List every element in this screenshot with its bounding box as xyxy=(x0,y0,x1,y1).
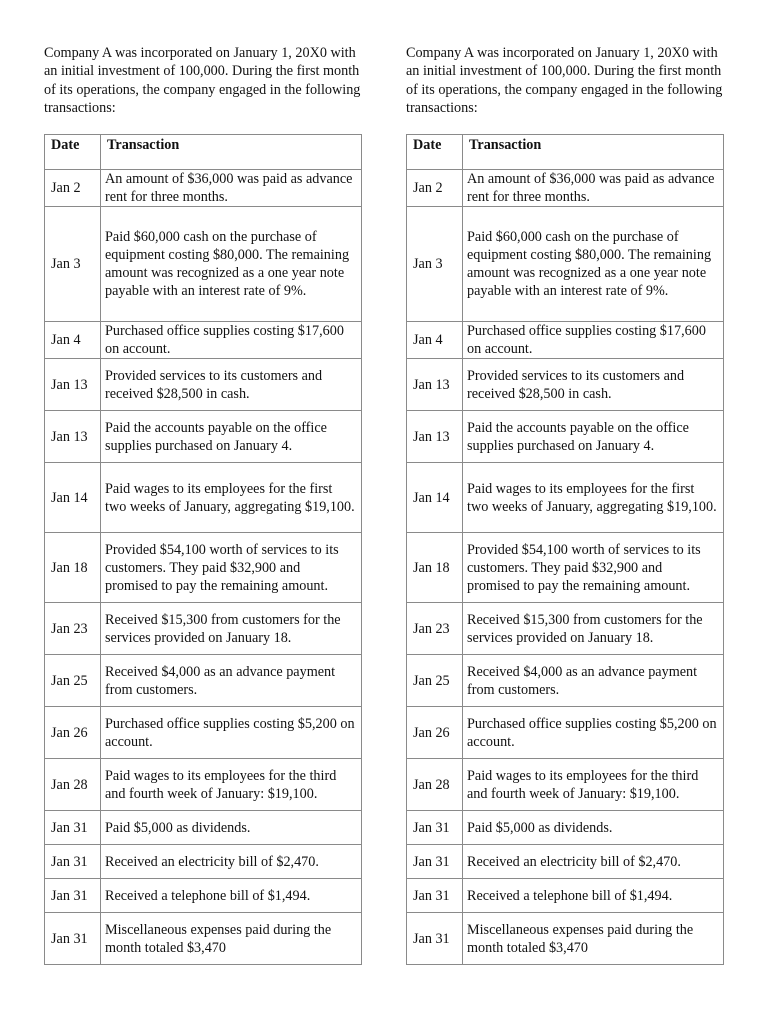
right-column xyxy=(406,44,724,956)
table-row xyxy=(407,655,724,707)
date-header: Date xyxy=(45,135,101,170)
row-date: Jan 3 xyxy=(407,207,463,322)
row-transaction: Provided services to its customers and received $28,500 in cash. xyxy=(463,359,724,411)
row-date: Jan 14 xyxy=(407,463,463,533)
row-date: Jan 31 xyxy=(45,845,101,879)
row-date: Jan 14 xyxy=(45,463,101,533)
table-row xyxy=(45,359,362,411)
row-date: Jan 31 xyxy=(45,879,101,913)
table-row xyxy=(407,170,724,207)
table-row xyxy=(407,359,724,411)
row-transaction: Paid the accounts payable on the office supplies purchased on January 4. xyxy=(101,411,362,463)
row-transaction: Provided services to its customers and received $28,500 in cash. xyxy=(101,359,362,411)
row-transaction: Received $4,000 as an advance payment from customers. xyxy=(101,655,362,707)
table-row xyxy=(45,879,362,913)
table-row xyxy=(407,533,724,603)
row-date: Jan 31 xyxy=(407,879,463,913)
table-row xyxy=(407,879,724,913)
row-transaction: Paid wages to its employees for the third and fourth week of January: $19,100. xyxy=(101,759,362,811)
table-header-row xyxy=(45,135,362,170)
row-transaction: Received an electricity bill of $2,470. xyxy=(463,845,724,879)
row-transaction: Paid wages to its employees for the first two weeks of January, aggregating $19,100. xyxy=(101,463,362,533)
row-date: Jan 13 xyxy=(407,359,463,411)
table-row xyxy=(45,411,362,463)
row-transaction: Received a telephone bill of $1,494. xyxy=(463,879,724,913)
table-row xyxy=(407,463,724,533)
row-transaction: Received $4,000 as an advance payment from customers. xyxy=(463,655,724,707)
row-date: Jan 4 xyxy=(407,322,463,359)
row-date: Jan 28 xyxy=(45,759,101,811)
row-transaction: Purchased office supplies costing $17,600 on account. xyxy=(101,322,362,359)
table-row xyxy=(45,759,362,811)
left-column xyxy=(44,44,362,956)
table-row xyxy=(45,655,362,707)
transactions-body xyxy=(407,170,724,965)
table-row xyxy=(45,533,362,603)
transaction-header: Transaction xyxy=(101,135,362,170)
row-date: Jan 31 xyxy=(407,845,463,879)
row-transaction: Paid $5,000 as dividends. xyxy=(101,811,362,845)
row-transaction: Paid wages to its employees for the first two weeks of January, aggregating $19,100. xyxy=(463,463,724,533)
row-date: Jan 26 xyxy=(407,707,463,759)
row-date: Jan 23 xyxy=(407,603,463,655)
table-row xyxy=(45,603,362,655)
row-transaction: Paid $5,000 as dividends. xyxy=(463,811,724,845)
row-transaction: Provided $54,100 worth of services to its customers. They paid $32,900 and promised to pay the remaining amount. xyxy=(101,533,362,603)
table-row xyxy=(407,759,724,811)
table-row xyxy=(407,811,724,845)
row-transaction: An amount of $36,000 was paid as advance rent for three months. xyxy=(101,170,362,207)
row-transaction: Paid $60,000 cash on the purchase of equipment costing $80,000. The remaining amount was recognized as a one year note payable with an interest rate of 9%. xyxy=(101,207,362,322)
row-transaction: Received $15,300 from customers for the services provided on January 18. xyxy=(101,603,362,655)
transactions-body xyxy=(45,170,362,965)
table-row xyxy=(45,913,362,965)
row-date: Jan 31 xyxy=(45,913,101,965)
table-row xyxy=(45,322,362,359)
row-date: Jan 25 xyxy=(407,655,463,707)
table-row xyxy=(407,603,724,655)
row-date: Jan 18 xyxy=(407,533,463,603)
row-date: Jan 18 xyxy=(45,533,101,603)
row-transaction: Purchased office supplies costing $5,200 on account. xyxy=(101,707,362,759)
table-row xyxy=(45,170,362,207)
transaction-header: Transaction xyxy=(463,135,724,170)
transactions-table xyxy=(44,134,362,965)
intro-paragraph: Company A was incorporated on January 1, 20X0 with an initial investment of 100,000. During the first month of its operations, the company engaged in the following transactions: xyxy=(406,45,723,116)
row-date: Jan 2 xyxy=(407,170,463,207)
row-transaction: An amount of $36,000 was paid as advance rent for three months. xyxy=(463,170,724,207)
row-transaction: Paid $60,000 cash on the purchase of equipment costing $80,000. The remaining amount was recognized as a one year note payable with an interest rate of 9%. xyxy=(463,207,724,322)
row-transaction: Paid the accounts payable on the office supplies purchased on January 4. xyxy=(463,411,724,463)
row-date: Jan 2 xyxy=(45,170,101,207)
intro-paragraph: Company A was incorporated on January 1, 20X0 with an initial investment of 100,000. During the first month of its operations, the company engaged in the following transactions: xyxy=(44,45,361,116)
row-date: Jan 3 xyxy=(45,207,101,322)
table-row xyxy=(407,845,724,879)
row-date: Jan 13 xyxy=(407,411,463,463)
row-date: Jan 28 xyxy=(407,759,463,811)
table-row xyxy=(407,913,724,965)
row-date: Jan 25 xyxy=(45,655,101,707)
table-header-row xyxy=(407,135,724,170)
table-row xyxy=(45,707,362,759)
row-date: Jan 23 xyxy=(45,603,101,655)
row-transaction: Provided $54,100 worth of services to its customers. They paid $32,900 and promised to pay the remaining amount. xyxy=(463,533,724,603)
row-date: Jan 31 xyxy=(45,811,101,845)
row-transaction: Miscellaneous expenses paid during the month totaled $3,470 xyxy=(101,913,362,965)
row-date: Jan 26 xyxy=(45,707,101,759)
row-transaction: Purchased office supplies costing $17,600 on account. xyxy=(463,322,724,359)
row-transaction: Purchased office supplies costing $5,200 on account. xyxy=(463,707,724,759)
table-row xyxy=(407,707,724,759)
row-transaction: Paid wages to its employees for the third and fourth week of January: $19,100. xyxy=(463,759,724,811)
row-date: Jan 13 xyxy=(45,359,101,411)
row-date: Jan 31 xyxy=(407,913,463,965)
table-row xyxy=(407,322,724,359)
row-transaction: Miscellaneous expenses paid during the month totaled $3,470 xyxy=(463,913,724,965)
table-row xyxy=(407,207,724,322)
row-transaction: Received an electricity bill of $2,470. xyxy=(101,845,362,879)
table-row xyxy=(407,411,724,463)
row-transaction: Received a telephone bill of $1,494. xyxy=(101,879,362,913)
table-row xyxy=(45,207,362,322)
table-row xyxy=(45,463,362,533)
date-header: Date xyxy=(407,135,463,170)
row-date: Jan 4 xyxy=(45,322,101,359)
table-row xyxy=(45,845,362,879)
row-transaction: Received $15,300 from customers for the services provided on January 18. xyxy=(463,603,724,655)
table-row xyxy=(45,811,362,845)
row-date: Jan 31 xyxy=(407,811,463,845)
row-date: Jan 13 xyxy=(45,411,101,463)
transactions-table xyxy=(406,134,724,965)
